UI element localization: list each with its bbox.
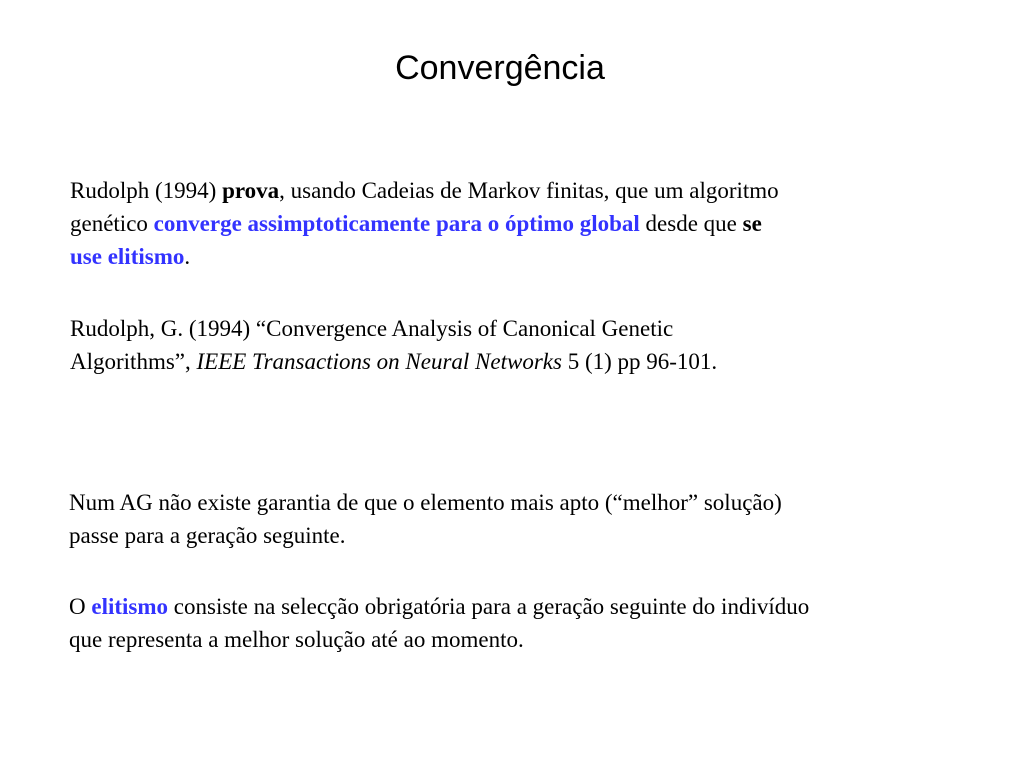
text-run: O [69,594,92,619]
text-run: genético [70,211,154,236]
rudolph-proof-paragraph [70,174,950,273]
emphasis-se: se [742,211,762,236]
paragraph-line [69,590,1009,623]
highlight-converge: converge assimptoticamente para o óptimo global [153,211,640,236]
highlight-use-elitismo: use elitismo [70,244,185,269]
text-run: 5 (1) pp 96-101. [561,349,718,374]
text-run: , usando Cadeias de Markov finitas, que um algoritmo [279,178,779,203]
journal-title: IEEE Transactions on Neural Networks [196,349,562,374]
paragraph-line [70,240,950,273]
text-run: . [184,244,191,269]
text-run: Rudolph (1994) [70,178,223,203]
paragraph-line [70,312,950,345]
slide-title: Convergência [395,49,605,87]
paragraph-line [70,207,950,240]
reference-paragraph [70,312,950,378]
text-run: consiste na selecção obrigatória para a geração seguinte do indivíduo [168,594,810,619]
paragraph-line [70,345,950,378]
elitism-definition-paragraph [69,590,1009,656]
paragraph-line: Num AG não existe garantia de que o elemento mais apto (“melhor” solução) [69,490,782,515]
text-run: Rudolph, G. (1994) “Convergence Analysis of Canonical Genetic [70,316,674,341]
text-run: desde que [639,211,743,236]
paragraph-line: passe para a geração seguinte. [69,523,346,548]
no-guarantee-paragraph [69,486,999,552]
text-run: Algorithms”, [70,349,197,374]
paragraph-line: que representa a melhor solução até ao momento. [69,627,524,652]
highlight-elitismo: elitismo [91,594,169,619]
paragraph-line [70,174,950,207]
emphasis-prova: prova [222,178,280,203]
